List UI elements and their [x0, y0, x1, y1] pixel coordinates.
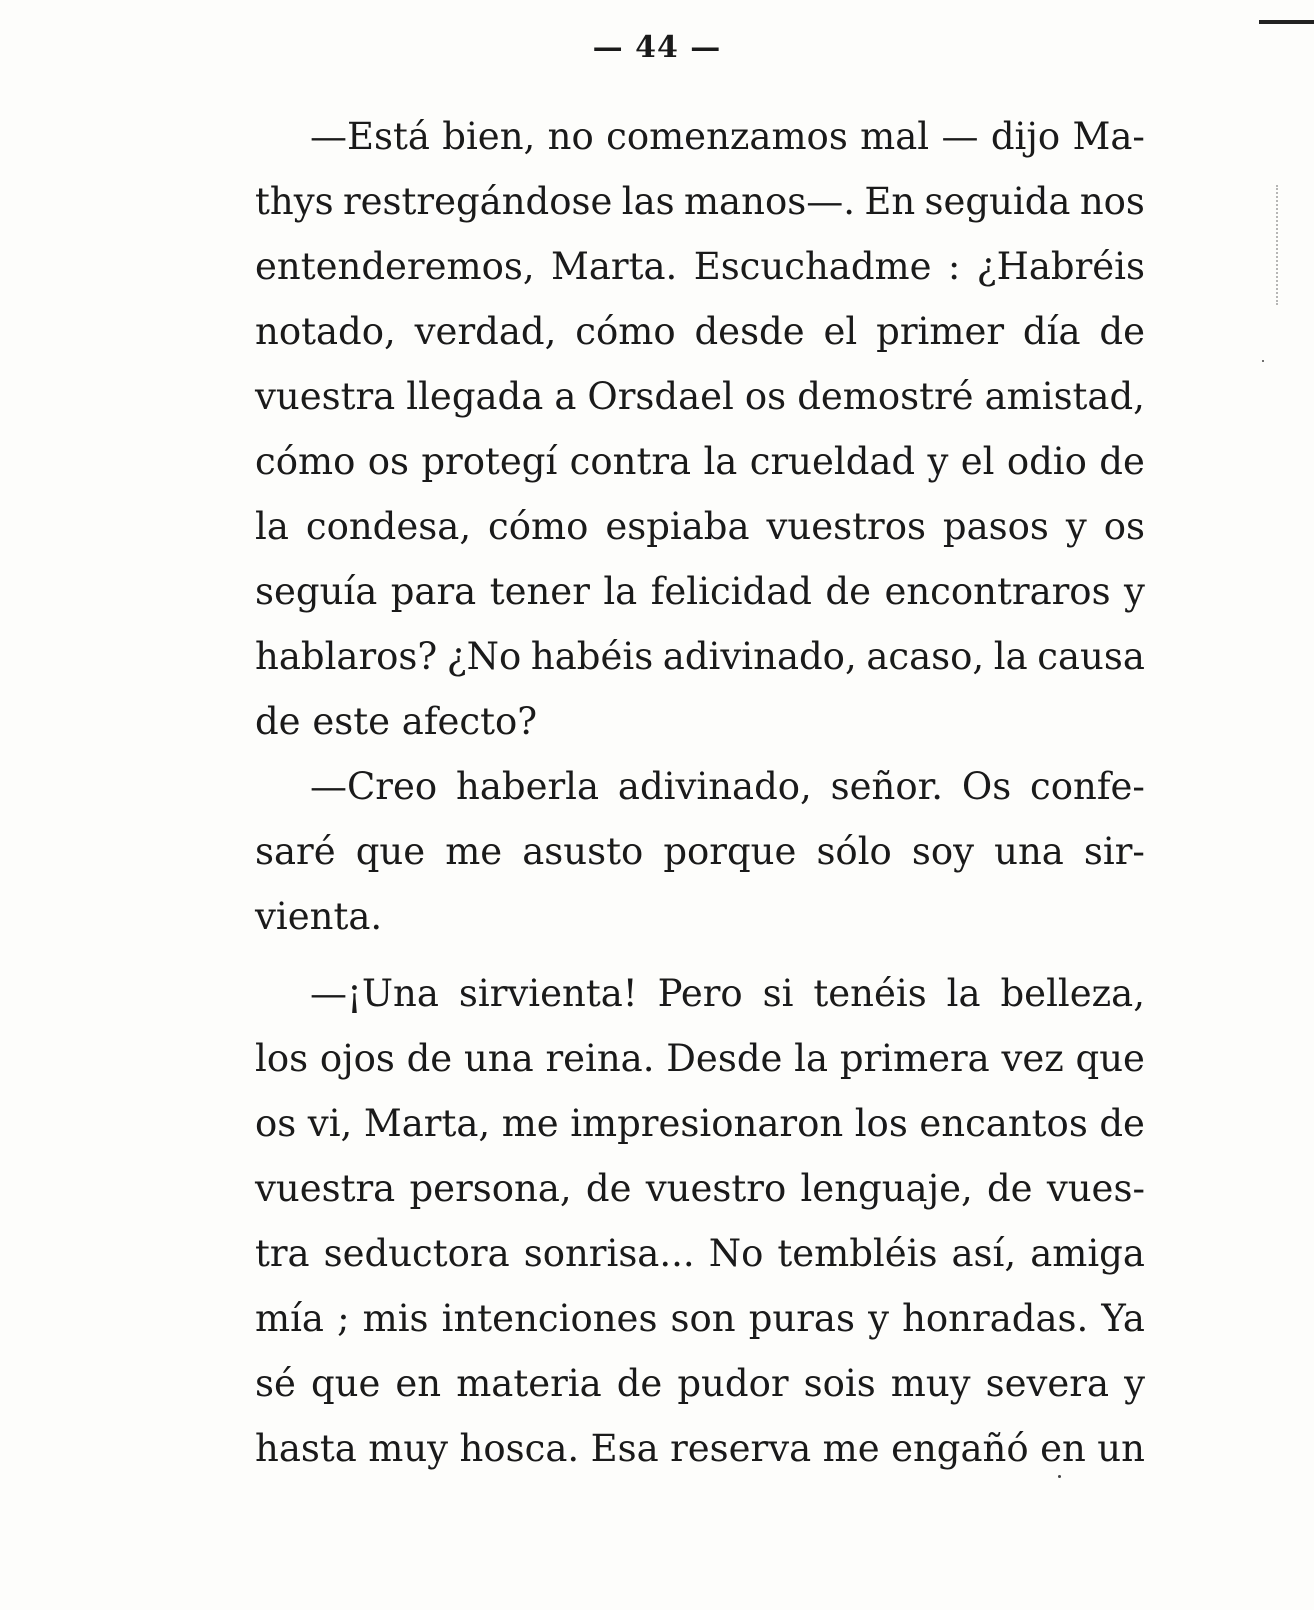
- word: entenderemos,: [255, 245, 535, 288]
- text-line: [255, 1416, 1145, 1481]
- word: y: [1124, 1362, 1145, 1405]
- word: tenéis: [813, 972, 927, 1015]
- word: mal: [860, 115, 930, 158]
- word: que: [1075, 1037, 1145, 1080]
- word: cómo: [255, 440, 356, 483]
- word: vuestros: [766, 505, 926, 548]
- word: un: [1097, 1427, 1145, 1470]
- word: espiaba: [605, 505, 750, 548]
- word: la: [993, 635, 1028, 678]
- word: ojos: [319, 1037, 395, 1080]
- word: os: [367, 440, 409, 483]
- word: Desde: [666, 1037, 783, 1080]
- word: sois: [803, 1362, 876, 1405]
- word: Ma-: [1072, 115, 1145, 158]
- word: que: [310, 1362, 381, 1405]
- word: en: [395, 1362, 442, 1405]
- text-line: [255, 104, 1145, 169]
- word: la: [603, 570, 638, 613]
- word: de: [986, 1167, 1033, 1210]
- word: encantos: [919, 1102, 1088, 1145]
- word: vuestro: [645, 1167, 787, 1210]
- text-line: [255, 1156, 1145, 1221]
- word: belleza,: [1000, 972, 1145, 1015]
- word: una: [463, 1037, 534, 1080]
- word: demostré: [797, 375, 974, 418]
- word: cómo: [488, 505, 589, 548]
- word: seductora: [323, 1232, 510, 1275]
- word: porque: [663, 830, 797, 873]
- word: mía: [255, 1297, 324, 1340]
- word: asusto: [522, 830, 644, 873]
- word: desde: [694, 310, 805, 353]
- word: en: [1040, 1427, 1086, 1470]
- word: haberla: [456, 765, 600, 808]
- word: crueldad: [749, 440, 916, 483]
- word: Marta,: [363, 1102, 491, 1145]
- word: felicidad: [650, 570, 812, 613]
- word: llegada: [406, 375, 544, 418]
- word: de: [406, 1037, 453, 1080]
- word: de: [1099, 440, 1145, 483]
- word: muy: [368, 1427, 449, 1470]
- word: En: [864, 180, 916, 223]
- text-line: [255, 1286, 1145, 1351]
- word: comenzamos: [606, 115, 848, 158]
- word: lenguaje,: [800, 1167, 973, 1210]
- word: el: [823, 310, 858, 353]
- word: los: [854, 1102, 908, 1145]
- word: son: [670, 1297, 736, 1340]
- text-line: [255, 169, 1145, 234]
- word: soy: [911, 830, 975, 873]
- word: cómo: [575, 310, 676, 353]
- word: tembléis: [777, 1232, 938, 1275]
- text-line: [255, 429, 1145, 494]
- word: causa: [1037, 635, 1145, 678]
- word: de: [825, 570, 871, 613]
- word: mis: [362, 1297, 429, 1340]
- word: intenciones: [441, 1297, 658, 1340]
- word: Marta.: [550, 245, 678, 288]
- word: los: [255, 1037, 309, 1080]
- word: contra: [569, 440, 692, 483]
- word: Os: [961, 765, 1012, 808]
- word: y: [1065, 505, 1087, 548]
- word: No: [708, 1232, 764, 1275]
- word: :: [947, 245, 961, 288]
- word: verdad,: [414, 310, 557, 353]
- word: vuestra: [255, 1167, 396, 1210]
- word: hosca.: [459, 1427, 580, 1470]
- word: la: [255, 505, 289, 548]
- word: reserva: [670, 1427, 812, 1470]
- word: —: [941, 115, 979, 158]
- word: ¿Habréis: [976, 245, 1145, 288]
- word: la: [946, 972, 981, 1015]
- word: sonrisa...: [523, 1232, 695, 1275]
- text-line: [255, 1221, 1145, 1286]
- paragraph-2: [255, 754, 1145, 949]
- word: primera: [839, 1037, 990, 1080]
- paragraph-3: [255, 961, 1145, 1481]
- word: vez: [1001, 1037, 1064, 1080]
- word: impresionaron: [570, 1102, 844, 1145]
- word: señor.: [830, 765, 944, 808]
- word: nos: [1079, 180, 1145, 223]
- word: odio: [1006, 440, 1087, 483]
- word: os: [1103, 505, 1145, 548]
- word: encontraros: [884, 570, 1111, 613]
- word: me: [501, 1102, 559, 1145]
- word: Escuchadme: [693, 245, 932, 288]
- word: para: [390, 570, 477, 613]
- word: saré: [255, 830, 336, 873]
- word: tener: [489, 570, 590, 613]
- word: —Está: [310, 115, 430, 158]
- word: —Creo: [310, 765, 438, 808]
- word: amistad,: [984, 375, 1145, 418]
- text-line: [255, 1026, 1145, 1091]
- word: ;: [337, 1297, 350, 1340]
- word: sé: [255, 1362, 296, 1405]
- word: seguía: [255, 570, 378, 613]
- word: de: [1099, 1102, 1145, 1145]
- word: —¡Una: [310, 972, 439, 1015]
- word: Esa: [590, 1427, 659, 1470]
- word: reina.: [545, 1037, 655, 1080]
- word: sirvienta!: [458, 972, 638, 1015]
- text-line: [255, 1091, 1145, 1156]
- word: bien,: [442, 115, 536, 158]
- word: vi,: [307, 1102, 353, 1145]
- word: materia: [456, 1362, 602, 1405]
- word: restregándose: [342, 180, 613, 223]
- word: vues-: [1046, 1167, 1145, 1210]
- text-line: de este afecto?: [255, 700, 538, 743]
- word: de: [1099, 310, 1145, 353]
- word: sir-: [1083, 830, 1145, 873]
- word: engañó: [891, 1427, 1029, 1470]
- word: adivinado,: [617, 765, 812, 808]
- word: vuestra: [255, 375, 396, 418]
- word: la: [703, 440, 738, 483]
- word: a: [554, 375, 577, 418]
- word: ¿No: [446, 635, 522, 678]
- word: así,: [951, 1232, 1017, 1275]
- text-line: [255, 559, 1145, 624]
- word: thys: [255, 180, 334, 223]
- word: me: [822, 1427, 880, 1470]
- text-line: [255, 364, 1145, 429]
- text-line: [255, 961, 1145, 1026]
- word: primer: [876, 310, 1005, 353]
- text-line: [255, 494, 1145, 559]
- word: el: [960, 440, 995, 483]
- text-line: [255, 624, 1145, 689]
- scan-edge-mark: [1259, 20, 1314, 24]
- word: y: [1124, 570, 1145, 613]
- word: protegí: [421, 440, 558, 483]
- paragraph-gap: [255, 949, 1145, 961]
- word: y: [868, 1297, 889, 1340]
- word: adivinado,: [662, 635, 857, 678]
- word: Ya: [1101, 1297, 1145, 1340]
- word: puras: [748, 1297, 855, 1340]
- word: amiga: [1030, 1232, 1145, 1275]
- word: la: [794, 1037, 829, 1080]
- word: habéis: [530, 635, 654, 678]
- word: hablaros?: [255, 635, 438, 678]
- text-line: [255, 754, 1145, 819]
- text-line: [255, 299, 1145, 364]
- word: severa: [985, 1362, 1110, 1405]
- scan-speck: [1262, 360, 1264, 362]
- word: pudor: [677, 1362, 789, 1405]
- word: pasos: [942, 505, 1049, 548]
- word: os: [255, 1102, 297, 1145]
- word: os: [744, 375, 787, 418]
- word: sólo: [816, 830, 892, 873]
- word: que: [355, 830, 426, 873]
- word: honradas.: [902, 1297, 1089, 1340]
- paragraph-1: [255, 104, 1145, 754]
- word: de: [616, 1362, 663, 1405]
- word: una: [994, 830, 1064, 873]
- text-line: [255, 819, 1145, 884]
- word: hasta: [255, 1427, 357, 1470]
- text-line: [255, 1351, 1145, 1416]
- word: muy: [890, 1362, 971, 1405]
- word: Pero: [657, 972, 743, 1015]
- word: y: [927, 440, 949, 483]
- word: día: [1022, 310, 1081, 353]
- word: manos—.: [683, 180, 855, 223]
- word: me: [445, 830, 503, 873]
- word: seguida: [924, 180, 1071, 223]
- word: tra: [255, 1232, 310, 1275]
- word: Orsdael: [587, 375, 734, 418]
- word: condesa,: [305, 505, 472, 548]
- word: si: [762, 972, 794, 1015]
- word: dijo: [990, 115, 1061, 158]
- word: confe-: [1030, 765, 1145, 808]
- word: notado,: [255, 310, 396, 353]
- word: persona,: [409, 1167, 572, 1210]
- word: acaso,: [866, 635, 985, 678]
- body-text: [255, 104, 1145, 1481]
- word: no: [547, 115, 594, 158]
- scan-edge-noise: [1276, 185, 1286, 305]
- page-number: — 44 —: [592, 30, 722, 65]
- text-line: vienta.: [255, 895, 383, 938]
- word: de: [585, 1167, 632, 1210]
- word: las: [621, 180, 675, 223]
- text-line: [255, 234, 1145, 299]
